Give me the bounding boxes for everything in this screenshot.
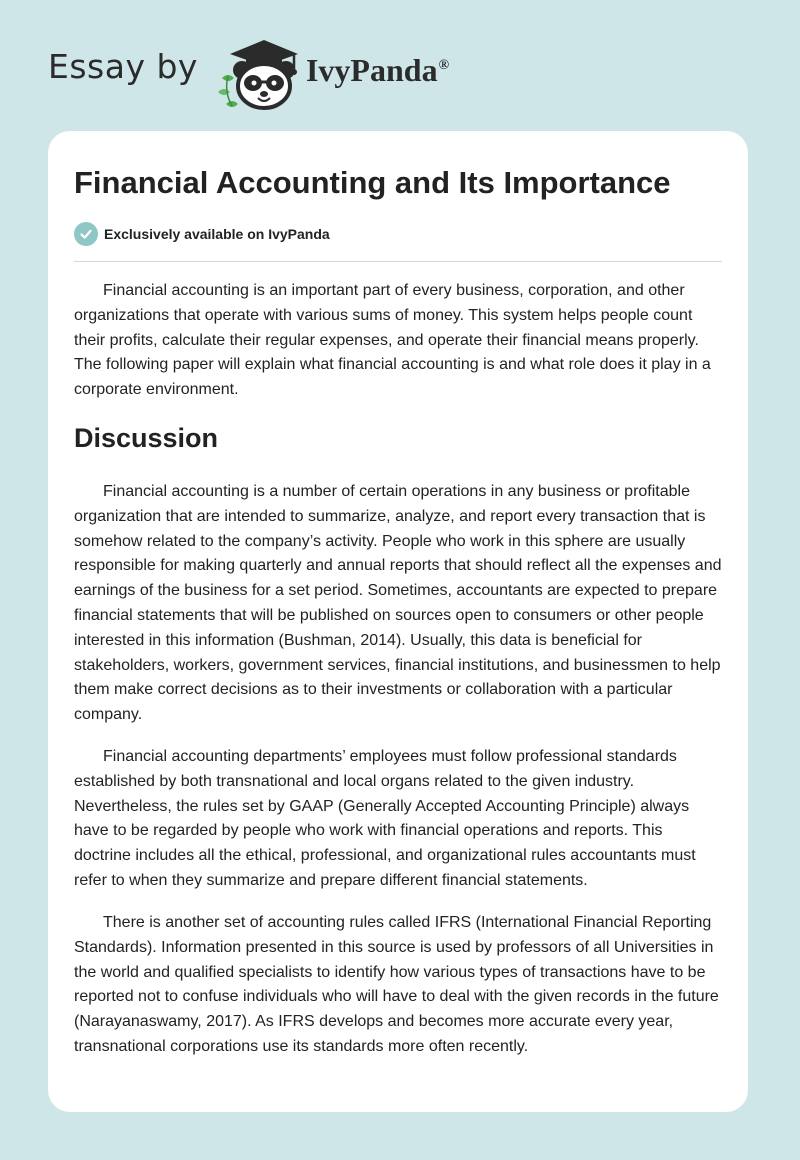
essay-by-label: Essay by xyxy=(48,46,198,86)
page-title: Financial Accounting and Its Importance xyxy=(74,165,671,200)
essay-card xyxy=(48,131,748,1112)
body-paragraph: Financial accounting departments’ employees must follow professional standards established by both transnational and local organs related to the given industry. Nevertheless, the rules set by GAAP (Generally Accepted Accounting Principle) always have to be regarded by people who work with financial operations and reports. This doctrine includes all the ethical, professional, and organizational rules accountants must refer to when they summarize and prepare different financial statements. xyxy=(74,748,696,889)
intro-paragraph: Financial accounting is an important part of every business, corporation, and other organizations that operate with various sums of money. This system helps people count their profits, calculate their regular expenses, and operate their financial means properly. The following paper will explain what financial accounting is and what role does it play in a corporate environment. xyxy=(74,282,711,399)
exclusive-badge xyxy=(74,222,330,246)
body-paragraph: Financial accounting is a number of certain operations in any business or profitable organization that are intended to summarize, analyze, and report every transaction that is somehow related to the company’s activity. People who work in this sphere are usually responsible for making quarterly and annual reports that should reflect all the expenses and earnings of the business for a set period. Sometimes, accountants are expected to prepare financial statements that will be published on sources open to consumers or other people interested in this information (Bushman, 2014). Usually, this data is beneficial for stakeholders, workers, government services, financial institutions, and businessmen to help them make correct decisions as to their investments or collaboration with a particular company. xyxy=(74,483,722,724)
panda-graduate-icon[interactable] xyxy=(212,34,308,110)
check-circle-icon xyxy=(74,222,98,246)
body-paragraph: There is another set of accounting rules called IFRS (International Financial Reporting Standards). Information presented in this source is used by professors of all Universities in the world and qualified specialists to identify how various types of transactions have to be reported not to confuse individuals who will have to deal with the given records in the future (Narayanaswamy, 2017). As IFRS develops and becomes more accurate every year, transnational corporations use its standards more often recently. xyxy=(74,914,719,1055)
brand-name[interactable]: IvyPanda® xyxy=(305,51,450,88)
divider xyxy=(74,261,722,262)
section-heading: Discussion xyxy=(74,423,219,453)
badge-label: Exclusively available on IvyPanda xyxy=(104,226,330,242)
site-header xyxy=(48,34,449,110)
